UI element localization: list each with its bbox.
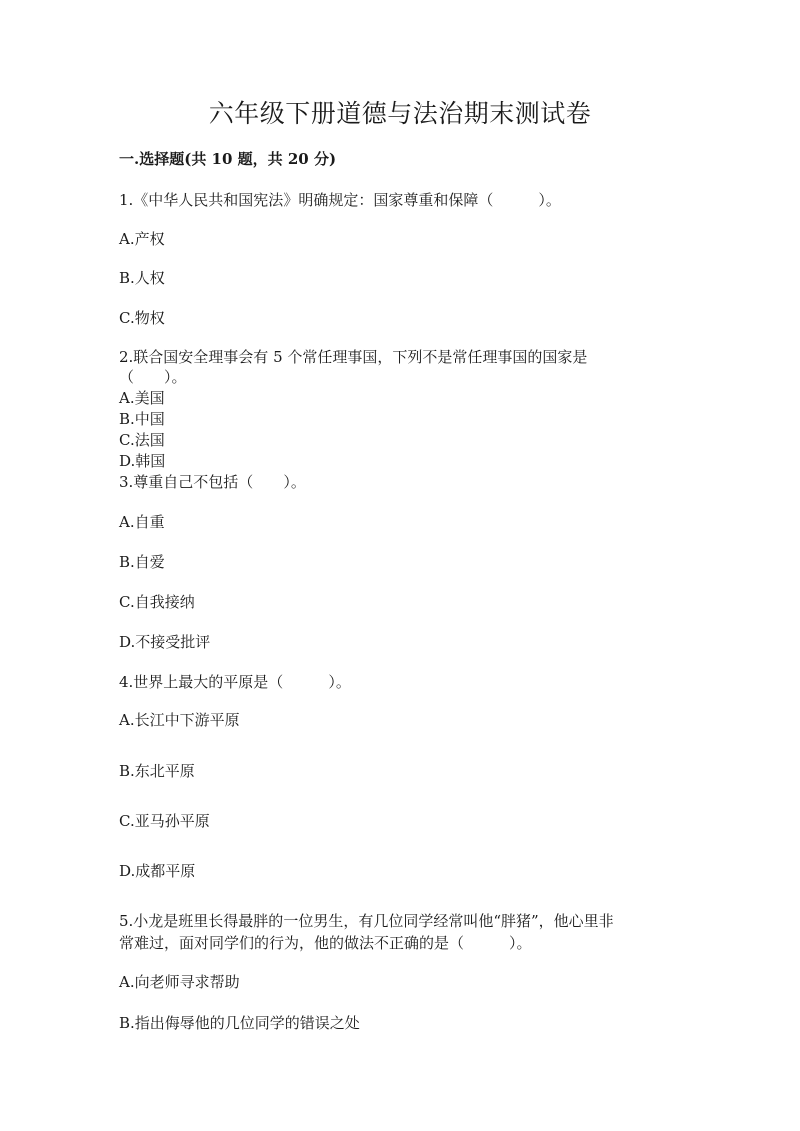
question-5-stem-line-2: 常难过，面对同学们的行为，他的做法不正确的是（ ）。 [119,934,532,952]
question-4-option-b: B.东北平原 [119,762,195,780]
question-2-option-c: C.法国 [119,431,165,449]
question-5-option-b: B.指出侮辱他的几位同学的错误之处 [119,1014,360,1032]
question-3-stem: 3.尊重自己不包括（ ）。 [119,473,306,491]
page-title: 六年级下册道德与法治期末测试卷 [208,99,592,128]
question-1-option-c: C.物权 [119,309,165,327]
question-1-option-a: A.产权 [119,230,165,248]
question-5-stem-line-1: 5.小龙是班里长得最胖的一位男生，有几位同学经常叫他“胖猪”，他心里非 [119,912,614,930]
question-4-option-c: C.亚马孙平原 [119,812,210,830]
question-2-option-b: B.中国 [119,410,165,428]
question-2-stem-line-1: 2.联合国安全理事会有 5 个常任理事国，下列不是常任理事国的国家是 [119,348,588,366]
question-2-option-a: A.美国 [119,389,165,407]
question-4-stem: 4.世界上最大的平原是（ ）。 [119,673,351,691]
question-2-stem-line-2: （ ）。 [119,368,187,386]
question-4-option-d: D.成都平原 [119,862,196,880]
question-1-stem: 1.《中华人民共和国宪法》明确规定：国家尊重和保障（ ）。 [119,191,561,209]
question-3-option-a: A.自重 [119,513,165,531]
question-5-option-a: A.向老师寻求帮助 [119,973,240,991]
question-3-option-b: B.自爱 [119,553,165,571]
question-2-option-d: D.韩国 [119,452,166,470]
question-3-option-d: D.不接受批评 [119,633,211,651]
question-3-option-c: C.自我接纳 [119,593,195,611]
question-4-option-a: A.长江中下游平原 [119,711,240,729]
section-heading: 一.选择题(共 10 题，共 20 分) [119,150,337,168]
question-1-option-b: B.人权 [119,269,165,287]
